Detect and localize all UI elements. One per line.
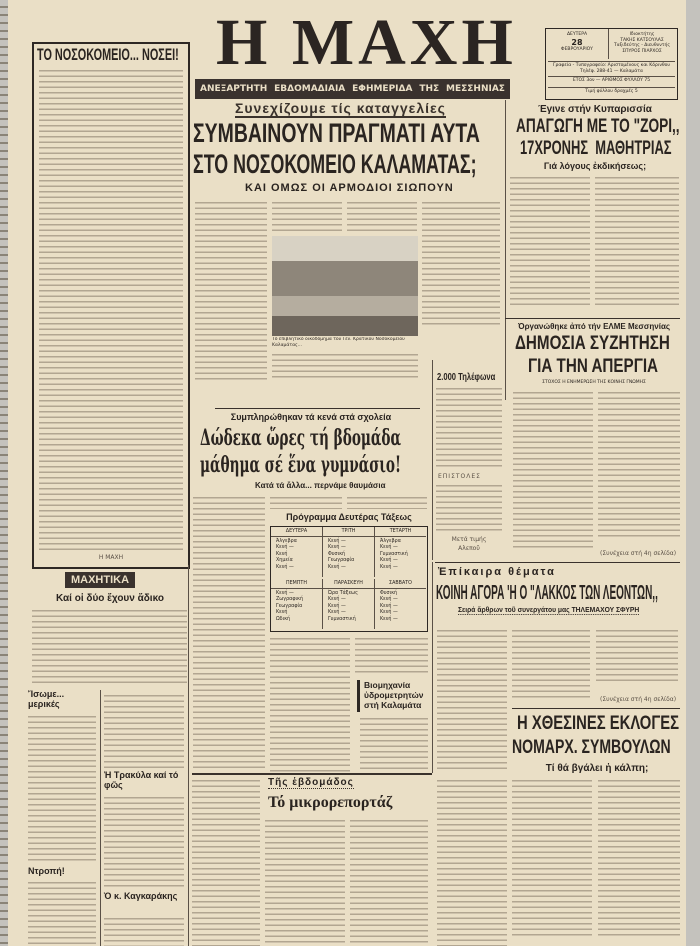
issue-number: ΕΤΟΣ 3ον — ΑΡΙΘΜΟΣ ΦΥΛΛΟΥ 75 bbox=[548, 76, 675, 84]
machitika-item: Ἴσωμε... μερικές bbox=[28, 689, 65, 709]
main-kicker: Συνεχίζουμε τίς καταγγελίες bbox=[235, 101, 446, 118]
timetable-entry: Ωδική bbox=[276, 616, 291, 622]
industry-title: Βιομηχανία ὑδρομετρητών στή Καλαμάτα bbox=[364, 680, 424, 710]
timetable-entry: Γεωγραφία bbox=[276, 603, 303, 609]
market-continued: (Συνέχεια στή 4η σελίδα) bbox=[600, 696, 677, 703]
editorial-box bbox=[32, 42, 190, 569]
timetable-entry: Κενή — bbox=[328, 597, 346, 602]
elections-subheadline: Τί θά βγάλει ἡ κάλπη; bbox=[545, 763, 649, 774]
market-byline: Σειρά ἄρθρων τοῦ συνεργάτου μας ΤΗΛΕΜΑΧΟΥ ΣΦΥΡΗ bbox=[458, 605, 640, 614]
timetable-entry: Κενή — bbox=[380, 597, 398, 602]
kyparissia-headline-2: 17ΧΡΟΝΗΣ ΜΑΘΗΤΡΙΑΣ bbox=[520, 138, 672, 159]
month: ΦΕΒΡΟΥΑΡΙΟΥ bbox=[561, 46, 593, 52]
timetable-entry: Κενή — bbox=[328, 564, 346, 570]
letters-title: ΕΠΙΣΤΟΛΕΣ bbox=[438, 473, 481, 480]
timetable-entry: Κενή — bbox=[380, 603, 398, 609]
timetable-entry: Κενή — bbox=[328, 538, 346, 544]
timetable-entry: Γυμναστική bbox=[328, 616, 356, 622]
timetable-entry: Ζωγραφική bbox=[276, 597, 304, 602]
industry-box bbox=[357, 680, 430, 712]
market-kicker: Ἐπίκαιρα θέματα bbox=[438, 566, 556, 578]
timetable-entry: Ώρα Τάξεως bbox=[328, 590, 358, 596]
timetable-entry: Κενή — bbox=[276, 590, 294, 596]
issue-date bbox=[548, 32, 606, 52]
main-headline-2: ΣΤΟ ΝΟΣΟΚΟΜΕΙΟ ΚΑΛΑΜΑΤΑΣ; bbox=[193, 149, 477, 179]
timetable-entry: Κενή — bbox=[276, 564, 294, 570]
elections-headline-2: ΝΟΜΑΡΧ. ΣΥΜΒΟΥΛΩΝ bbox=[512, 737, 671, 758]
timetable-entry: Γεωγραφία bbox=[328, 558, 355, 563]
timetable-day-header: ΠΑΡΑΣΚΕΥΗ bbox=[323, 581, 374, 589]
timetable-entry: Άλγεβρα bbox=[276, 538, 297, 544]
day: ΔΕΥΤΕΡΑ bbox=[566, 32, 588, 37]
schools-headline-2: μάθημα σέ ἕνα γυμνάσιο! bbox=[200, 452, 401, 478]
timetable-day-header: ΔΕΥΤΕΡΑ bbox=[271, 529, 322, 537]
owner-label: Ιδιοκτήτης bbox=[629, 32, 655, 37]
timetable-entry: Χημεία bbox=[276, 558, 293, 563]
timetable-entry: Φυσική bbox=[380, 590, 398, 596]
hospital-photo bbox=[272, 236, 418, 336]
timetable-entry: Κενή — bbox=[380, 558, 398, 563]
machitika-title: Καί οἱ δύο ἔχουν ἄδικο bbox=[56, 593, 164, 604]
timetable-day-header: ΠΕΜΠΤΗ bbox=[271, 581, 322, 589]
timetable-entry: Κενή bbox=[276, 551, 288, 557]
timetable-entry: Κενή — bbox=[276, 545, 294, 550]
machitika-label: ΜΑΧΗΤΙΚΑ bbox=[65, 572, 135, 588]
timetable-entry: Κενή — bbox=[380, 616, 398, 622]
timetable-day bbox=[323, 527, 375, 577]
strike-headline-2: ΓΙΑ ΤΗΝ ΑΠΕΡΓΙΑ bbox=[528, 356, 659, 377]
machitika-item: Ὁ κ. Καγκαράκης bbox=[104, 891, 178, 901]
letters-signer: Αλεποῦ bbox=[458, 545, 480, 552]
subtitle-word: ΕΦΗΜΕΡΙΔΑ bbox=[352, 84, 413, 94]
editorial-signature: Η ΜΑΧΗ bbox=[98, 554, 124, 561]
date: 28 bbox=[571, 37, 583, 47]
weekly-title: Τό μικρορεπορτάζ bbox=[268, 794, 393, 811]
timetable-day-header: ΤΕΤΑΡΤΗ bbox=[375, 529, 426, 537]
machitika-item: Ντροπή! bbox=[28, 866, 65, 876]
weekly-kicker: Τῆς ἑβδομάδος bbox=[268, 777, 354, 788]
timetable-entry: Κενή — bbox=[380, 545, 398, 550]
price: Τιμή φύλλου δραχμές 5 bbox=[548, 87, 675, 95]
strike-kicker: Όργανώθηκε ἀπό τήν ΕΛΜΕ Μεσσηνίας bbox=[517, 322, 671, 331]
strike-continued: (Συνέχεια στή 4η σελίδα) bbox=[600, 550, 677, 557]
strike-subheadline: ΣΤΟΧΟΣ Η ΕΝΗΜΕΡΩΣΗ ΤΗΣ ΚΟΙΝΗΣ ΓΝΩΜΗΣ bbox=[542, 380, 646, 385]
schools-subheadline: Κατά τά ἄλλα... περνάμε θαυμάσια bbox=[255, 481, 386, 490]
editorial-title: ΤΟ ΝΟΣΟΚΟΜΕΙΟ... ΝΟΣΕΙ! bbox=[37, 45, 179, 64]
main-headline-1: ΣΥΜΒΑΙΝΟΥΝ ΠΡΑΓΜΑΤΙ ΑΥΤΑ bbox=[193, 118, 480, 148]
timetable-title: Πρόγραμμα Δευτέρας Τάξεως bbox=[286, 512, 412, 522]
kyparissia-subheadline: Γιά λόγους ἐκδικήσεως; bbox=[543, 161, 647, 171]
timetable-day-header: ΤΡΙΤΗ bbox=[323, 529, 374, 537]
timetable-entry: Άλγεβρα bbox=[380, 538, 401, 544]
timetable-day bbox=[375, 527, 426, 577]
timetable-entry: Γυμναστική bbox=[380, 551, 408, 557]
timetable-entry: Κενή — bbox=[380, 610, 398, 615]
masthead-subtitle bbox=[195, 79, 510, 99]
timetable-entry: Κενή — bbox=[328, 545, 346, 550]
timetable-day bbox=[271, 527, 323, 577]
timetable bbox=[270, 526, 428, 632]
kyparissia-kicker: Έγινε στήν Κυπαρισσία bbox=[538, 104, 652, 115]
timetable-entry: Φυσική bbox=[328, 551, 346, 557]
phones-title: 2.000 Τηλέφωνα bbox=[437, 372, 496, 383]
address: Γραφεία - Τυπογραφείο: Αριστομένους και Κόρινθου Τηλέφ. 288-41 — Καλαμάτα bbox=[548, 61, 675, 74]
timetable-day bbox=[323, 579, 375, 629]
elections-headline-1: Η ΧΘΕΣΙΝΕΣ ΕΚΛΟΓΕΣ bbox=[517, 713, 680, 734]
owner: ΤΑΚΗΣ ΚΑΤΣΟΥΛΑΣ bbox=[620, 37, 664, 43]
editor-label: Ταξιδεύτης - Διευθυντής bbox=[614, 43, 670, 48]
schools-kicker: Συμπληρώθηκαν τά κενά στά σχολεία bbox=[230, 412, 392, 422]
masthead-title: Η ΜΑΧΗ bbox=[216, 6, 517, 79]
timetable-entry: Κενή — bbox=[380, 564, 398, 570]
timetable-entry: Κενή — bbox=[328, 603, 346, 609]
subtitle-word: ΤΗΣ bbox=[419, 84, 440, 94]
timetable-day bbox=[271, 579, 323, 629]
timetable-entry: Κενή — bbox=[328, 610, 346, 615]
machitika-item: Ἡ Τρακύλα καί τό φῶς bbox=[104, 770, 179, 790]
editor: ΣΠΥΡΟΣ ΠΙΑΡΧΟΣ bbox=[622, 48, 662, 54]
timetable-day-header: ΣΑΒΒΑΤΟ bbox=[375, 581, 426, 589]
strike-headline-1: ΔΗΜΟΣΙΑ ΣΥΖΗΤΗΣΗ bbox=[515, 333, 670, 354]
main-subheadline: ΚΑΙ ΟΜΩΣ ΟΙ ΑΡΜΟΔΙΟΙ ΣΙΩΠΟΥΝ bbox=[245, 182, 454, 194]
timetable-entry: Κενή bbox=[276, 610, 288, 615]
schools-headline-1: Δώδεκα ὥρες τή βδομάδα bbox=[200, 425, 402, 451]
timetable-day bbox=[375, 579, 426, 629]
masthead-info-box bbox=[545, 28, 678, 100]
kyparissia-headline-1: ΑΠΑΓΩΓΗ ΜΕ ΤΟ "ΖΟΡΙ,, bbox=[516, 116, 680, 137]
market-headline: ΚΟΙΝΗ ΑΓΟΡΑ 'Η Ο "ΛΑΚΚΟΣ ΤΩΝ ΛΕΟΝΤΩΝ,, bbox=[436, 582, 658, 604]
subtitle-word: ΜΕΣΣΗΝΙΑΣ bbox=[446, 84, 505, 94]
staff bbox=[610, 32, 674, 54]
page-binding-edge bbox=[0, 0, 8, 946]
subtitle-word: ΕΒΔΟΜΑΔΙΑΙΑ bbox=[274, 84, 346, 94]
letters-signoff: Μετά τιμής bbox=[451, 536, 487, 543]
subtitle-word: ΑΝΕΞΑΡΤΗΤΗ bbox=[200, 84, 268, 94]
photo-caption: Τό επιβλητικό οικοδόμημα τοῦ Γεν. Κρατικοῦ Νοσοκομείου Καλαμάτας... bbox=[272, 337, 405, 348]
